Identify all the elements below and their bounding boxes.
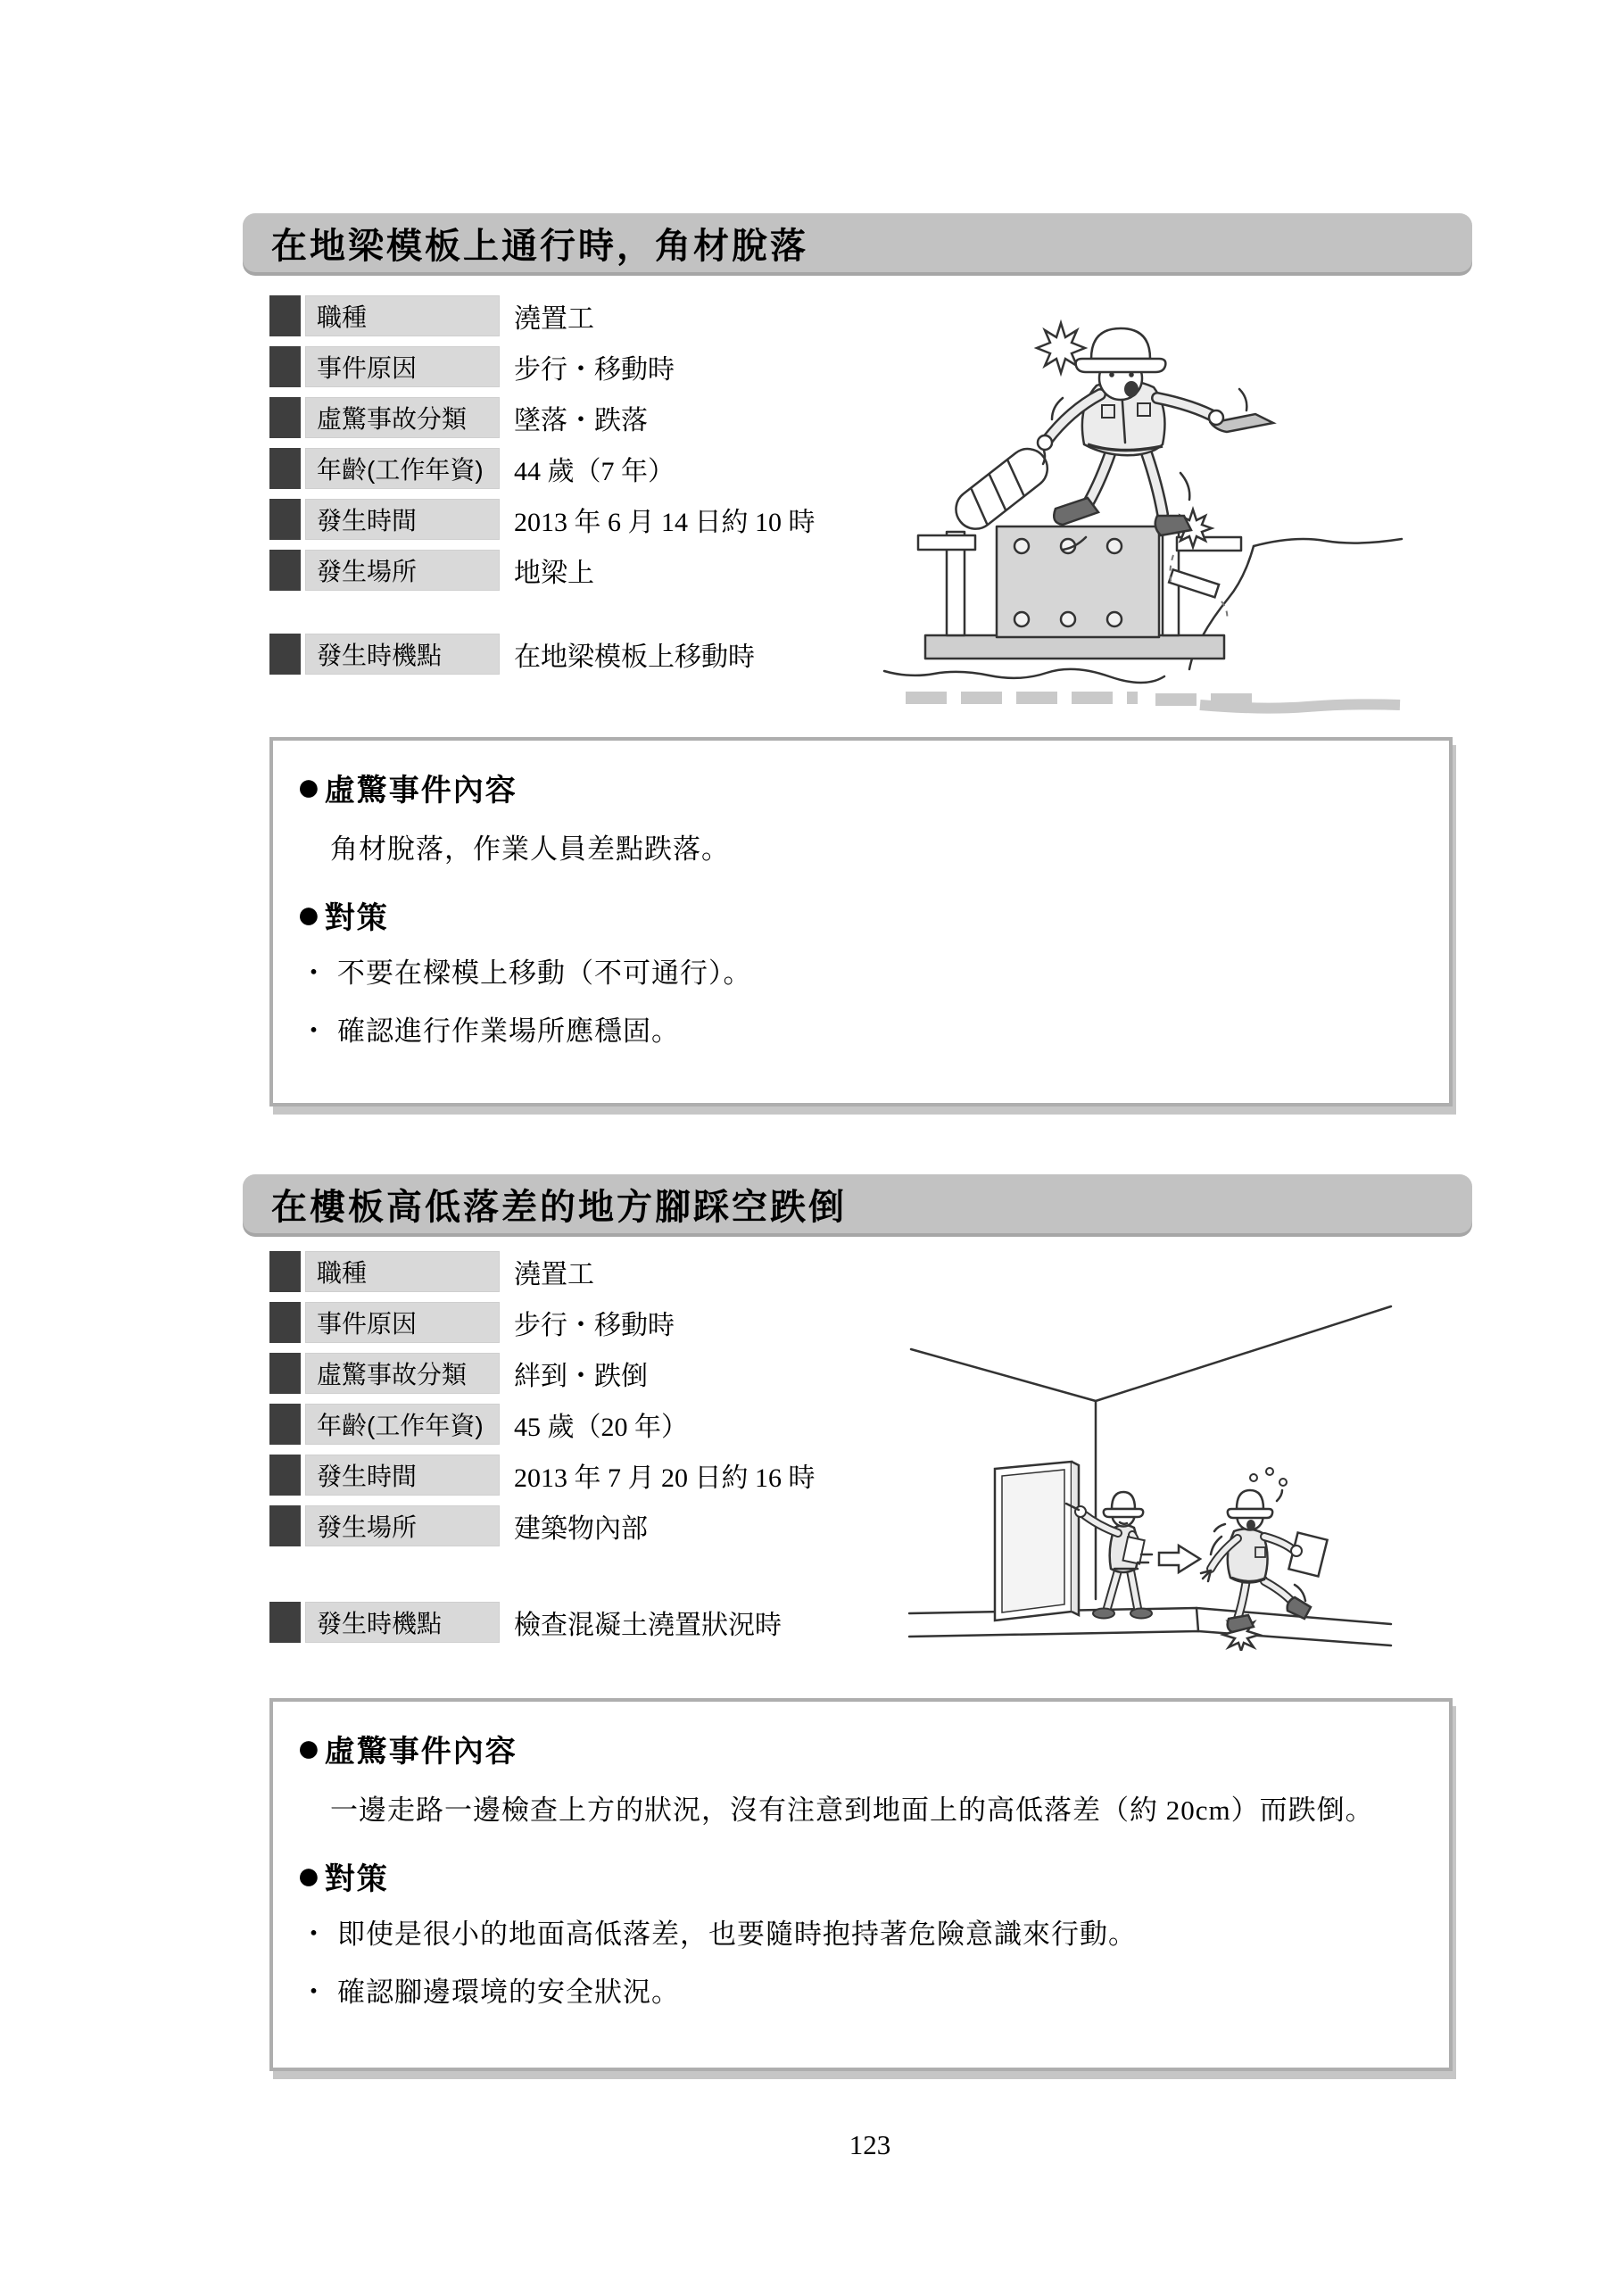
table-row: [269, 1602, 782, 1643]
section1-content-box: [269, 737, 1453, 1107]
row-marker-square: [269, 1602, 301, 1643]
field-label: 發生場所: [305, 1505, 500, 1546]
table-row: [269, 346, 816, 387]
dot-bullet-icon: ・: [300, 1976, 328, 2008]
section1-timing-row: [269, 634, 755, 684]
round-bullet-icon: ●: [296, 762, 323, 809]
section1-title: 在地梁模板上通行時，角材脫落: [271, 226, 808, 266]
countermeasure-heading: ● 對策: [296, 1851, 389, 1898]
row-marker-square: [269, 634, 301, 675]
table-row: [269, 397, 816, 438]
field-value: 檢查混凝土澆置狀況時: [514, 1611, 782, 1640]
field-value: 澆置工: [514, 1260, 594, 1289]
table-row: [269, 295, 816, 336]
row-marker-square: [269, 1455, 301, 1496]
incident-body: 角材脫落，作業人員差點跌落。: [330, 833, 730, 865]
field-value: 44 歲（7 年）: [514, 457, 675, 486]
field-value: 在地梁模板上移動時: [514, 642, 755, 672]
table-row: [269, 550, 816, 591]
field-label: 發生場所: [305, 550, 500, 591]
field-value: 地梁上: [514, 559, 594, 588]
row-marker-square: [269, 550, 301, 591]
countermeasure-item: ・ 不要在樑模上移動（不可通行）。: [300, 953, 1422, 995]
incident-heading: ● 虛驚事件內容: [296, 762, 518, 809]
field-value: 步行・移動時: [514, 1311, 675, 1340]
field-label: 發生時間: [305, 499, 500, 540]
table-row: [269, 499, 816, 540]
countermeasure-item: ・ 即使是很小的地面高低落差，也要隨時抱持著危險意識來行動。: [300, 1914, 1422, 1956]
field-value: 2013 年 6 月 14 日約 10 時: [514, 508, 816, 537]
section2-info-table: [269, 1251, 816, 1556]
page-number: 123: [849, 2129, 891, 2160]
countermeasure-item: ・ 確認腳邊環境的安全狀況。: [300, 1972, 1422, 2014]
countermeasure-heading: ● 對策: [296, 890, 389, 937]
field-label: 虛驚事故分類: [305, 397, 500, 438]
field-label: 發生時間: [305, 1455, 500, 1496]
table-row: [269, 634, 755, 675]
field-label: 職種: [305, 295, 500, 336]
table-row: [269, 1302, 816, 1343]
row-marker-square: [269, 397, 301, 438]
illustration-worker-tripping-on-step: [895, 1267, 1404, 1655]
field-value: 45 歲（20 年）: [514, 1413, 688, 1442]
field-value: 絆到・跌倒: [514, 1362, 648, 1391]
table-row: [269, 1251, 816, 1292]
dot-bullet-icon: ・: [300, 957, 328, 990]
row-marker-square: [269, 499, 301, 540]
field-value: 墜落・跌落: [514, 406, 648, 435]
row-marker-square: [269, 346, 301, 387]
incident-heading: ● 虛驚事件內容: [296, 1723, 518, 1770]
field-value: 步行・移動時: [514, 355, 675, 385]
field-label: 年齡(工作年資): [305, 448, 500, 489]
round-bullet-icon: ●: [296, 1851, 323, 1898]
table-row: [269, 1404, 816, 1445]
field-label: 發生時機點: [305, 634, 500, 675]
table-row: [269, 448, 816, 489]
section2-timing-row: [269, 1602, 782, 1653]
field-label: 事件原因: [305, 1302, 500, 1343]
row-marker-square: [269, 1353, 301, 1394]
row-marker-square: [269, 448, 301, 489]
table-row: [269, 1455, 816, 1496]
field-label: 虛驚事故分類: [305, 1353, 500, 1394]
field-value: 建築物內部: [514, 1514, 648, 1544]
field-value: 澆置工: [514, 304, 594, 334]
dot-bullet-icon: ・: [300, 1015, 328, 1047]
field-label: 年齡(工作年資): [305, 1404, 500, 1445]
field-value: 2013 年 7 月 20 日約 16 時: [514, 1463, 816, 1493]
dot-bullet-icon: ・: [300, 1919, 328, 1951]
row-marker-square: [269, 295, 301, 336]
section2-title: 在樓板高低落差的地方腳踩空跌倒: [271, 1187, 847, 1227]
section1-info-table: [269, 295, 816, 601]
field-label: 發生時機點: [305, 1602, 500, 1643]
row-marker-square: [269, 1505, 301, 1546]
round-bullet-icon: ●: [296, 890, 323, 937]
table-row: [269, 1353, 816, 1394]
section2-content-box: [269, 1698, 1453, 2071]
row-marker-square: [269, 1302, 301, 1343]
incident-body: 一邊走路一邊檢查上方的狀況，沒有注意到地面上的高低落差（約 20cm）而跌倒。: [330, 1795, 1374, 1826]
section1-title-bar: [243, 213, 1472, 272]
table-row: [269, 1505, 816, 1546]
row-marker-square: [269, 1251, 301, 1292]
field-label: 職種: [305, 1251, 500, 1292]
round-bullet-icon: ●: [296, 1723, 323, 1770]
row-marker-square: [269, 1404, 301, 1445]
section2-title-bar: [243, 1174, 1472, 1233]
countermeasure-item: ・ 確認進行作業場所應穩固。: [300, 1011, 1422, 1053]
illustration-worker-falling-from-formwork: [879, 312, 1405, 718]
field-label: 事件原因: [305, 346, 500, 387]
